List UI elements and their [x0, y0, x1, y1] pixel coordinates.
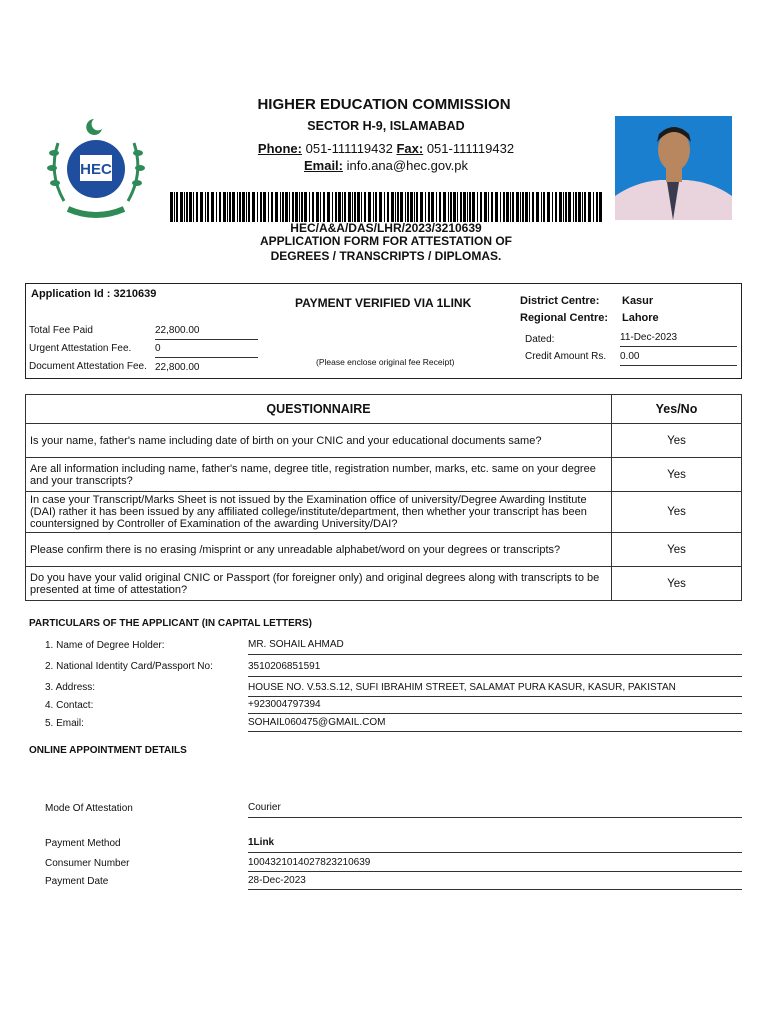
payment-date-value: 28-Dec-2023 [248, 875, 742, 890]
barcode-bar [568, 192, 571, 222]
barcode-bar [512, 192, 514, 222]
dated-label: Dated: [525, 334, 555, 345]
barcode-bar [516, 192, 519, 222]
barcode-bar [443, 192, 446, 222]
barcode-bar [309, 192, 310, 222]
barcode-bar [584, 192, 586, 222]
barcode-bar [477, 192, 478, 222]
barcode-bar [480, 192, 482, 222]
barcode-bar [327, 192, 330, 222]
fee-value-document: 22,800.00 [155, 362, 200, 373]
barcode-bar [578, 192, 581, 222]
barcode-bar [495, 192, 498, 222]
barcode-bar [439, 192, 441, 222]
particular-value-5: SOHAIL060475@GMAIL.COM [248, 717, 742, 732]
answer-5: Yes [612, 567, 742, 601]
barcode-bar [563, 192, 564, 222]
barcode-bar [575, 192, 577, 222]
fee-label-total: Total Fee Paid [29, 325, 93, 336]
barcode-bar [285, 192, 288, 222]
payment-status: PAYMENT VERIFIED VIA 1LINK [295, 296, 472, 310]
email-label: Email: [303, 158, 343, 173]
barcode-bar [532, 192, 534, 222]
barcode-bar [448, 192, 449, 222]
barcode-bar [304, 192, 307, 222]
barcode-bar [176, 192, 178, 222]
barcode-bar [484, 192, 487, 222]
questionnaire-heading: QUESTIONNAIRE [26, 395, 612, 424]
credit-label: Credit Amount Rs. [525, 351, 607, 362]
barcode-bar [205, 192, 206, 222]
barcode-bar [405, 192, 406, 222]
barcode-bar [460, 192, 462, 222]
barcode [170, 192, 604, 222]
barcode-bar [384, 192, 385, 222]
barcode-bar [472, 192, 475, 222]
barcode-bar [335, 192, 337, 222]
barcode-bar [275, 192, 278, 222]
barcode-bar [257, 192, 258, 222]
barcode-bar [352, 192, 353, 222]
barcode-bar [391, 192, 394, 222]
barcode-bar [536, 192, 539, 222]
barcode-bar [520, 192, 521, 222]
fax-label: Fax: [396, 141, 424, 156]
barcode-bar [282, 192, 284, 222]
barcode-bar [301, 192, 303, 222]
barcode-bar [170, 192, 173, 222]
barcode-bar [543, 192, 545, 222]
page-title: HIGHER EDUCATION COMMISSION [257, 96, 511, 113]
barcode-bar [500, 192, 501, 222]
payment-method-label: Payment Method [45, 838, 121, 849]
answer-4: Yes [612, 533, 742, 567]
barcode-bar [232, 192, 235, 222]
barcode-bar [599, 192, 602, 222]
barcode-bar [260, 192, 262, 222]
barcode-bar [387, 192, 389, 222]
payment-date-label: Payment Date [45, 876, 109, 887]
question-4: Please confirm there is no erasing /misprint or any unreadable alphabet/word on your degrees or transcripts? [26, 533, 612, 567]
barcode-bar [467, 192, 468, 222]
barcode-bar [200, 192, 203, 222]
barcode-bar [354, 192, 356, 222]
mode-label: Mode Of Attestation [45, 803, 133, 814]
barcode-bar [416, 192, 418, 222]
barcode-bar [588, 192, 591, 222]
barcode-bar [292, 192, 294, 222]
question-2: Are all information including name, father's name, degree title, registration number, marks, etc. same on your degree and your transcripts? [26, 458, 612, 492]
barcode-bar [420, 192, 423, 222]
barcode-bar [216, 192, 217, 222]
form-title [0, 234, 768, 264]
barcode-bar [364, 192, 366, 222]
answer-1: Yes [612, 424, 742, 458]
barcode-bar [174, 192, 175, 222]
fee-value-urgent: 0 [155, 343, 258, 358]
regional-label: Regional Centre: [520, 312, 609, 324]
appointment-heading: ONLINE APPOINTMENT DETAILS [29, 745, 187, 756]
particulars-heading: PARTICULARS OF THE APPLICANT (IN CAPITAL LETTERS) [29, 618, 312, 629]
barcode-bar [503, 192, 505, 222]
applicant-photo [615, 116, 732, 220]
barcode-bar [450, 192, 452, 222]
barcode-bar [453, 192, 456, 222]
barcode-bar [368, 192, 371, 222]
barcode-bar [431, 192, 434, 222]
barcode-bar [510, 192, 511, 222]
barcode-bar [246, 192, 247, 222]
barcode-bar [211, 192, 214, 222]
barcode-bar [582, 192, 583, 222]
barcode-bar [184, 192, 185, 222]
barcode-bar [227, 192, 228, 222]
barcode-bar [295, 192, 298, 222]
particular-label-4: 4. Contact: [45, 700, 94, 711]
barcode-bar [522, 192, 524, 222]
page-subtitle: SECTOR H-9, ISLAMABAD [307, 119, 465, 133]
particular-value-4: +923004797394 [248, 699, 742, 714]
barcode-bar [469, 192, 471, 222]
barcode-bar [268, 192, 269, 222]
barcode-bar [410, 192, 413, 222]
barcode-bar [555, 192, 557, 222]
dated-value: 11-Dec-2023 [620, 332, 737, 347]
barcode-bar [316, 192, 319, 222]
barcode-bar [252, 192, 255, 222]
barcode-bar [193, 192, 194, 222]
particular-value-1: MR. SOHAIL AHMAD [248, 639, 742, 655]
barcode-bar [407, 192, 409, 222]
fee-label-urgent: Urgent Attestation Fee. [29, 343, 132, 354]
barcode-bar [299, 192, 300, 222]
questionnaire-table [25, 394, 742, 601]
particular-label-1: 1. Name of Degree Holder: [45, 640, 165, 651]
particular-value-3: HOUSE NO. V.53.S.12, SUFI IBRAHIM STREET, SALAMAT PURA KASUR, KASUR, PAKISTAN [248, 682, 742, 697]
receipt-note: (Please enclose original fee Receipt) [316, 357, 455, 367]
barcode-bar [229, 192, 231, 222]
consumer-label: Consumer Number [45, 858, 130, 869]
barcode-bar [565, 192, 567, 222]
barcode-bar [506, 192, 509, 222]
barcode-bar [338, 192, 341, 222]
barcode-bar [348, 192, 351, 222]
barcode-bar [263, 192, 266, 222]
barcode-bar [239, 192, 241, 222]
barcode-bar [463, 192, 466, 222]
barcode-bar [189, 192, 192, 222]
barcode-bar [529, 192, 530, 222]
question-5: Do you have your valid original CNIC or Passport (for foreigner only) and original degrees along with transcripts to be presented at time of attestation? [26, 567, 612, 601]
barcode-bar [552, 192, 553, 222]
barcode-bar [361, 192, 362, 222]
question-3: In case your Transcript/Marks Sheet is not issued by the Examination office of university/Degree Awarding Institute (DAI) rather it has been issued by any affiliated college/institute/department, then whether your transcript has been countersigned by Controller of Examination of the awarding University/DAI? [26, 492, 612, 533]
barcode-bar [457, 192, 458, 222]
barcode-bar [344, 192, 346, 222]
barcode-bar [400, 192, 403, 222]
barcode-bar [397, 192, 399, 222]
barcode-bar [323, 192, 325, 222]
regional-value: Lahore [622, 312, 659, 324]
barcode-bar [436, 192, 437, 222]
fee-label-document: Document Attestation Fee. [29, 361, 147, 372]
barcode-bar [280, 192, 281, 222]
phone-value: 051-111119432 [305, 141, 393, 156]
particular-label-5: 5. Email: [45, 718, 84, 729]
barcode-bar [320, 192, 321, 222]
logo-text: HEC [80, 161, 112, 178]
barcode-bar [357, 192, 360, 222]
barcode-bar [573, 192, 574, 222]
particular-value-2: 3510206851591 [248, 661, 742, 677]
district-label: District Centre: [520, 295, 600, 307]
form-title-line-1: APPLICATION FORM FOR ATTESTATION OF [260, 234, 512, 248]
barcode-bar [196, 192, 198, 222]
barcode-bar [525, 192, 528, 222]
barcode-bar [395, 192, 396, 222]
barcode-bar [593, 192, 594, 222]
district-value: Kasur [622, 295, 654, 307]
email-value: info.ana@hec.gov.pk [346, 158, 468, 173]
answer-3: Yes [612, 492, 742, 533]
reference-number: HEC/A&A/DAS/LHR/2023/3210639 [290, 221, 482, 235]
barcode-bar [491, 192, 493, 222]
fax-value: 051-111119432 [426, 141, 515, 156]
barcode-bar [379, 192, 382, 222]
answer-heading: Yes/No [612, 395, 742, 424]
barcode-bar [425, 192, 426, 222]
barcode-bar [332, 192, 333, 222]
barcode-bar [248, 192, 250, 222]
barcode-bar [342, 192, 343, 222]
particular-label-3: 3. Address: [45, 682, 96, 693]
barcode-bar [180, 192, 183, 222]
barcode-bar [414, 192, 415, 222]
barcode-bar [207, 192, 209, 222]
barcode-bar [219, 192, 221, 222]
phone-label: Phone: [257, 141, 302, 156]
mode-value: Courier [248, 802, 742, 818]
payment-method-value: 1Link [248, 837, 742, 853]
barcode-bar [186, 192, 188, 222]
barcode-bar [312, 192, 314, 222]
barcode-bar [375, 192, 377, 222]
barcode-bar [271, 192, 273, 222]
barcode-bar [373, 192, 374, 222]
barcode-bar [428, 192, 430, 222]
particular-label-2: 2. National Identity Card/Passport No: [45, 661, 213, 672]
barcode-bar [541, 192, 542, 222]
barcode-bar [242, 192, 245, 222]
credit-value: 0.00 [620, 351, 737, 366]
fee-value-total: 22,800.00 [155, 325, 258, 340]
barcode-bar [596, 192, 598, 222]
barcode-bar [488, 192, 489, 222]
question-1: Is your name, father's name including date of birth on your CNIC and your educational documents same? [26, 424, 612, 458]
barcode-bar [559, 192, 562, 222]
form-title-line-2: DEGREES / TRANSCRIPTS / DIPLOMAS. [270, 249, 502, 263]
answer-2: Yes [612, 458, 742, 492]
barcode-bar [289, 192, 290, 222]
barcode-bar [223, 192, 226, 222]
consumer-value: 1004321014027823210639 [248, 857, 742, 872]
barcode-bar [237, 192, 238, 222]
application-id: Application Id : 3210639 [31, 288, 157, 300]
barcode-bar [547, 192, 550, 222]
